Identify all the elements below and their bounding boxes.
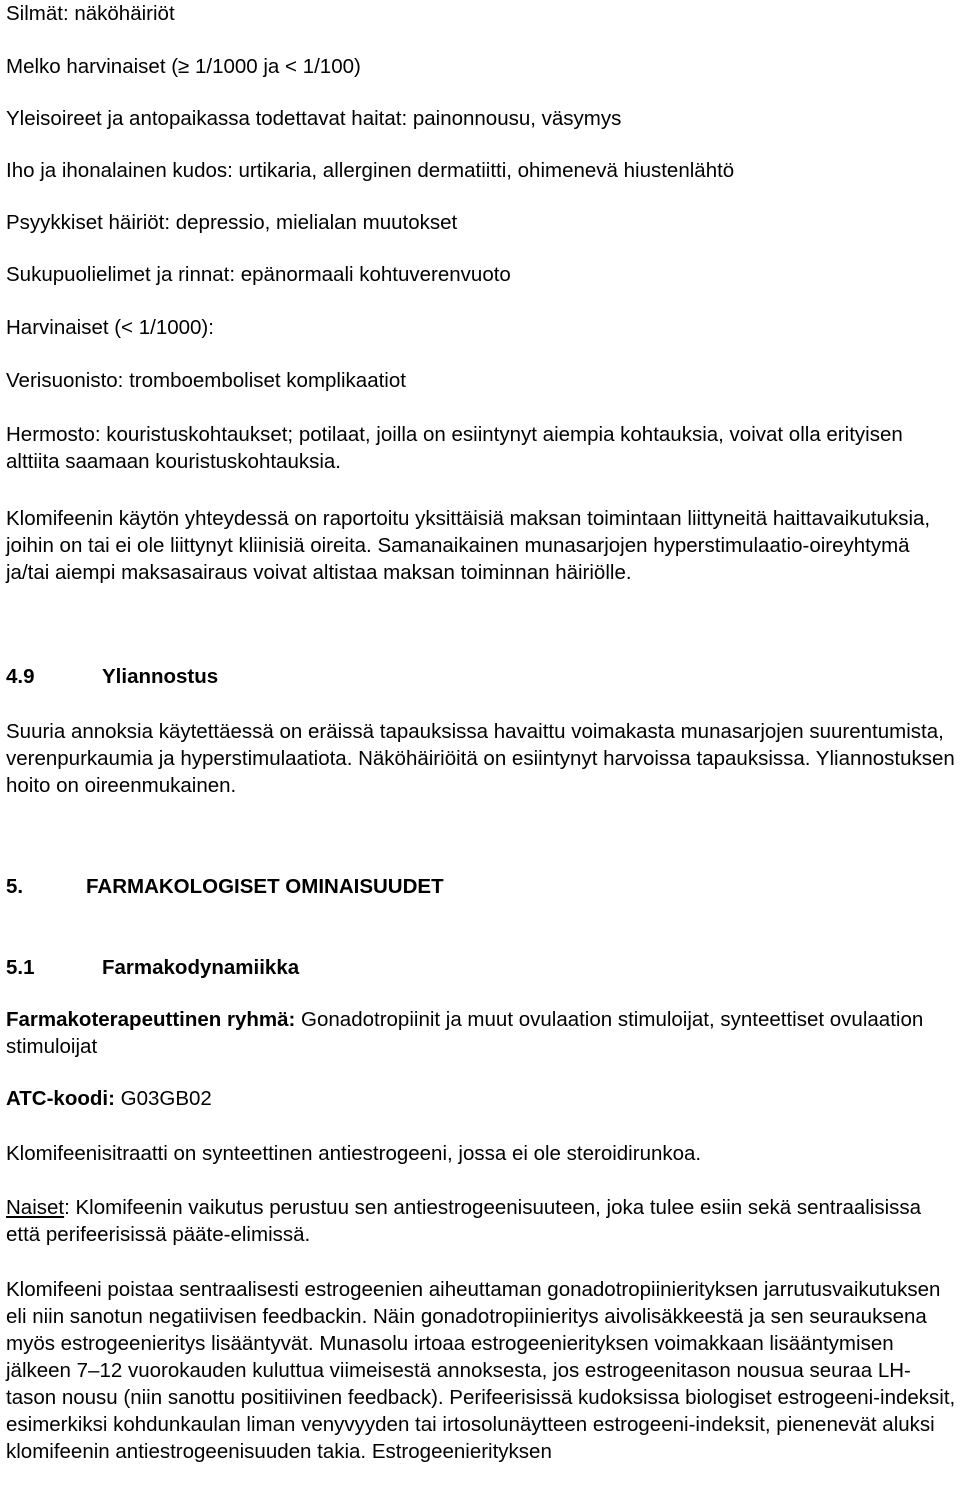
antiestrogen-intro: Klomifeenisitraatti on synteettinen antiestrogeeni, jossa ei ole steroidirunkoa. [6,1142,702,1165]
atc-label: ATC-koodi: [6,1087,115,1110]
liver-effects-paragraph: Klomifeenin käytön yhteydessä on raportoitu yksittäisiä maksan toimintaan liittyneitä haittavaikutuksia, joihin on tai ei ole liittynyt kliinisiä oireita. Samanaikainen munasarjojen hyperstimulaatio-oireyhtymä ja/tai aiempi maksasairaus voivat altistaa maksan toiminnan häiriölle. [6,507,931,584]
atc-code-line [6,1085,956,1112]
pharmacotherapeutic-group [6,1006,956,1060]
section-title: FARMAKOLOGISET OMINAISUUDET [86,875,444,898]
general-disorders-line: Yleisoireet ja antopaikassa todettavat haitat: painonnousu, väsymys [6,107,622,130]
uncommon-frequency-heading: Melko harvinaiset (≥ 1/1000 ja < 1/100) [6,55,361,78]
section-title: Farmakodynamiikka [102,956,300,979]
women-paragraph [6,1194,956,1248]
mechanism-paragraph: Klomifeeni poistaa sentraalisesti estrogeenien aiheuttaman gonadotropiinierityksen jarrutusvaikutuksen eli niin sanotun negatiivisen feedbackin. Näin gonadotropiinieritys aivolisäkkeestä ja sen seurauksena myös estrogeenieritys lisääntyvät. Munasolu irtoaa estrogeenierityksen voimakkaan lisääntymisen jälkeen 7–12 vuorokauden kuluttua viimeisestä annoksesta, jos estrogeenitason nousua seuraa LH-tason nousu (niin sanottu positiivinen feedback). Perifeerisissä kudoksissa biologiset estrogeeni-indeksit, esimerkiksi kohdunkaulan liman venyvyyden tai irtosolunäytteen estrogeeni-indeksit, pienenevät aluksi klomifeenin antiestrogeenisuuden takia. Estrogeenierityksen [6,1278,956,1463]
section-number: 5.1 [6,956,35,979]
section-5-1-heading [6,954,956,981]
section-number: 4.9 [6,665,35,688]
eye-disorders-line: Silmät: näköhäiriöt [6,2,175,25]
group-label: Farmakoterapeuttinen ryhmä: [6,1008,296,1031]
skin-disorders-line: Iho ja ihonalainen kudos: urtikaria, allerginen dermatiitti, ohimenevä hiustenlähtö [6,159,735,182]
women-label: Naiset [6,1196,65,1219]
rare-frequency-heading: Harvinaiset (< 1/1000): [6,316,214,339]
atc-value: G03GB02 [114,1087,212,1110]
vascular-disorders-line: Verisuonisto: tromboemboliset komplikaatiot [6,369,406,392]
section-title: Yliannostus [102,665,219,688]
reproductive-disorders-line: Sukupuolielimet ja rinnat: epänormaali kohtuverenvuoto [6,263,511,286]
section-4-9-heading [6,663,956,690]
section-5-heading [6,873,956,900]
section-number: 5. [6,875,24,898]
women-text: : Klomifeenin vaikutus perustuu sen antiestrogeenisuuteen, joka tulee esiin sekä sentraalisissa että perifeerisissä pääte-elimissä. [6,1196,922,1246]
overdose-paragraph: Suuria annoksia käytettäessä on eräissä tapauksissa havaittu voimakasta munasarjojen suurentumista, verenpurkaumia ja hyperstimulaatiota. Näköhäiriöitä on esiintynyt harvoissa tapauksissa. Yliannostuksen hoito on oireenmukainen. [6,720,955,797]
nervous-system-paragraph: Hermosto: kouristuskohtaukset; potilaat, joilla on esiintynyt aiempia kohtauksia, voivat olla erityisen alttiita saamaan kouristuskohtauksia. [6,423,903,473]
group-value: Gonadotropiinit ja muut ovulaation stimuloijat, synteettiset ovulaation stimuloijat [6,1008,924,1058]
psychiatric-disorders-line: Psyykkiset häiriöt: depressio, mielialan muutokset [6,211,458,234]
